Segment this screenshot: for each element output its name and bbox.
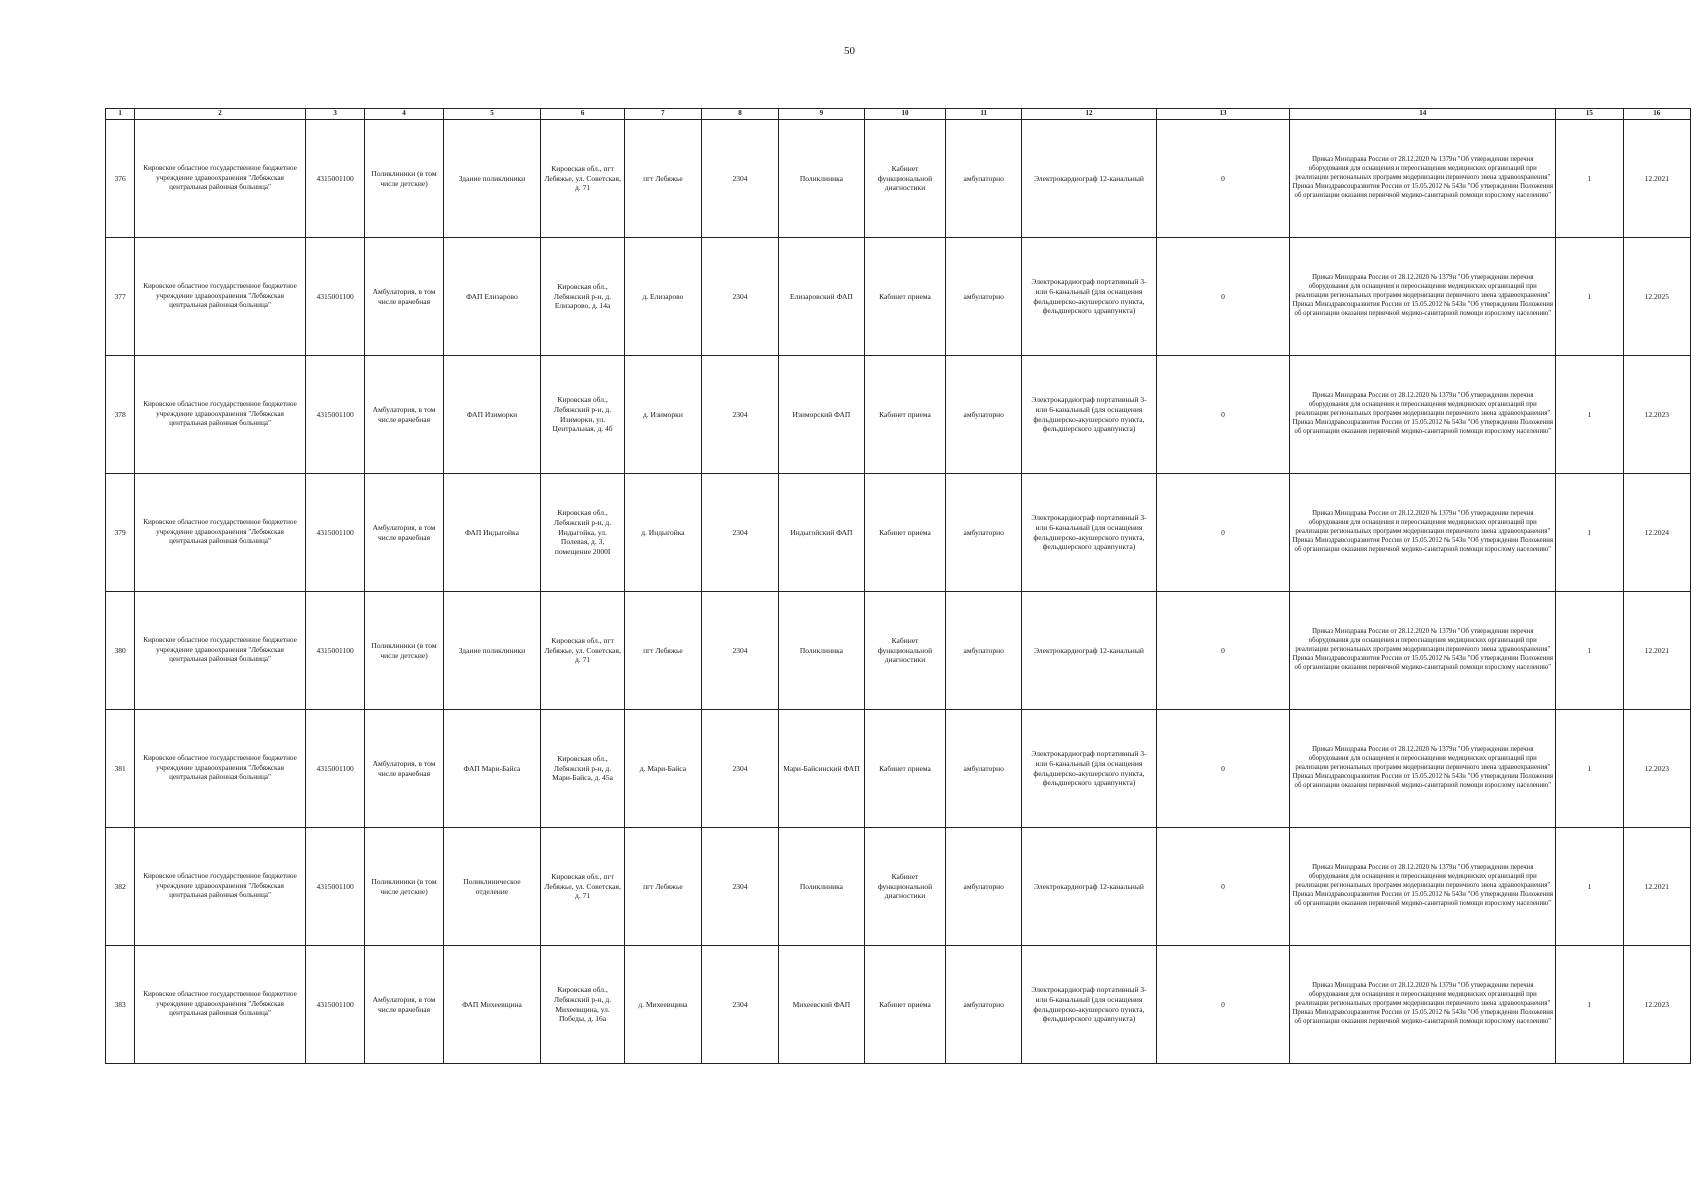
row-number: 376 <box>106 120 135 238</box>
row-number: 379 <box>106 474 135 592</box>
care-form: амбулаторно <box>946 592 1022 710</box>
legal-basis: Приказ Минздрава России от 28.12.2020 № 1379н "Об утверждении перечня оборудования для оснащения и переоснащения медицинских организаций при реализации региональных программ модернизации первичного звена здравоохранения" Приказ Минздравсоцразвития России от 15.05.2012 № 543н "Об утверждении Положения об организации оказания первичной медико-санитарной помощи взрослому населению" <box>1290 710 1556 828</box>
okato-code: 4315001100 <box>305 828 365 946</box>
table-row <box>106 120 1691 238</box>
cabinet-name: Кабинет приема <box>864 356 945 474</box>
table-row <box>106 946 1691 1064</box>
equipment-name: Электрокардиограф портативный 3- или 6-канальный (для оснащения фельдшерско-акушерского пункта, фельдшерского здравпункта) <box>1022 356 1157 474</box>
facility-type: Амбулатория, в том числе врачебная <box>365 356 443 474</box>
due-date: 12.2021 <box>1623 592 1690 710</box>
equipment-name: Электрокардиограф 12-канальный <box>1022 828 1157 946</box>
settlement: д. Индыгойка <box>624 474 701 592</box>
code: 2304 <box>701 592 778 710</box>
okato-code: 4315001100 <box>305 946 365 1064</box>
facility-type: Амбулатория, в том числе врачебная <box>365 238 443 356</box>
column-header: 5 <box>443 109 541 120</box>
address: Кировская обл., Лебяжский р-н, д. Индыгойка, ул. Полевая, д. 3, помещение 2000I <box>541 474 625 592</box>
cabinet-name: Кабинет приема <box>864 710 945 828</box>
code: 2304 <box>701 356 778 474</box>
row-number: 382 <box>106 828 135 946</box>
organization-name: Кировское областное государственное бюджетное учреждение здравоохранения "Лебяжская центральная районная больница" <box>135 120 305 238</box>
column-header: 4 <box>365 109 443 120</box>
table-row <box>106 592 1691 710</box>
column-header: 12 <box>1022 109 1157 120</box>
table-row <box>106 710 1691 828</box>
row-number: 383 <box>106 946 135 1064</box>
building-name: Поликлиническое отделение <box>443 828 541 946</box>
page-number: 50 <box>844 45 855 57</box>
code: 2304 <box>701 120 778 238</box>
column-header: 3 <box>305 109 365 120</box>
building-name: ФАП Михеевщина <box>443 946 541 1064</box>
equipment-table <box>105 108 1691 1064</box>
legal-basis: Приказ Минздрава России от 28.12.2020 № 1379н "Об утверждении перечня оборудования для оснащения и переоснащения медицинских организаций при реализации региональных программ модернизации первичного звена здравоохранения" Приказ Минздравсоцразвития России от 15.05.2012 № 543н "Об утверждении Положения об организации оказания первичной медико-санитарной помощи взрослому населению" <box>1290 946 1556 1064</box>
okato-code: 4315001100 <box>305 474 365 592</box>
current-quantity: 0 <box>1156 474 1290 592</box>
facility-type: Амбулатория, в том числе врачебная <box>365 946 443 1064</box>
header-row <box>106 109 1691 120</box>
column-header: 11 <box>946 109 1022 120</box>
due-date: 12.2021 <box>1623 120 1690 238</box>
okato-code: 4315001100 <box>305 592 365 710</box>
address: Кировская обл., пгт Лебяжье, ул. Советская, д. 71 <box>541 828 625 946</box>
organization-name: Кировское областное государственное бюджетное учреждение здравоохранения "Лебяжская центральная районная больница" <box>135 592 305 710</box>
unit-name: Михеевский ФАП <box>779 946 865 1064</box>
table-row <box>106 474 1691 592</box>
organization-name: Кировское областное государственное бюджетное учреждение здравоохранения "Лебяжская центральная районная больница" <box>135 710 305 828</box>
table-row <box>106 356 1691 474</box>
required-quantity: 1 <box>1556 474 1623 592</box>
required-quantity: 1 <box>1556 828 1623 946</box>
required-quantity: 1 <box>1556 356 1623 474</box>
settlement: пгт Лебяжье <box>624 592 701 710</box>
unit-name: Елизаровский ФАП <box>779 238 865 356</box>
care-form: амбулаторно <box>946 120 1022 238</box>
row-number: 377 <box>106 238 135 356</box>
required-quantity: 1 <box>1556 946 1623 1064</box>
okato-code: 4315001100 <box>305 710 365 828</box>
due-date: 12.2025 <box>1623 238 1690 356</box>
current-quantity: 0 <box>1156 592 1290 710</box>
unit-name: Поликлиника <box>779 592 865 710</box>
equipment-name: Электрокардиограф портативный 3- или 6-канальный (для оснащения фельдшерско-акушерского пункта, фельдшерского здравпункта) <box>1022 946 1157 1064</box>
address: Кировская обл., Лебяжский р-н, д. Мари-Байса, д. 45а <box>541 710 625 828</box>
address: Кировская обл., Лебяжский р-н, д. Елизарово, д. 14а <box>541 238 625 356</box>
okato-code: 4315001100 <box>305 120 365 238</box>
organization-name: Кировское областное государственное бюджетное учреждение здравоохранения "Лебяжская центральная районная больница" <box>135 946 305 1064</box>
organization-name: Кировское областное государственное бюджетное учреждение здравоохранения "Лебяжская центральная районная больница" <box>135 356 305 474</box>
settlement: пгт Лебяжье <box>624 828 701 946</box>
row-number: 380 <box>106 592 135 710</box>
current-quantity: 0 <box>1156 120 1290 238</box>
address: Кировская обл., пгт Лебяжье, ул. Советская, д. 71 <box>541 120 625 238</box>
column-header: 8 <box>701 109 778 120</box>
cabinet-name: Кабинет приема <box>864 946 945 1064</box>
facility-type: Поликлиники (в том числе детские) <box>365 120 443 238</box>
column-header: 13 <box>1156 109 1290 120</box>
organization-name: Кировское областное государственное бюджетное учреждение здравоохранения "Лебяжская центральная районная больница" <box>135 828 305 946</box>
organization-name: Кировское областное государственное бюджетное учреждение здравоохранения "Лебяжская центральная районная больница" <box>135 474 305 592</box>
building-name: ФАП Изиморки <box>443 356 541 474</box>
building-name: ФАП Елизарово <box>443 238 541 356</box>
column-header: 7 <box>624 109 701 120</box>
legal-basis: Приказ Минздрава России от 28.12.2020 № 1379н "Об утверждении перечня оборудования для оснащения и переоснащения медицинских организаций при реализации региональных программ модернизации первичного звена здравоохранения" Приказ Минздравсоцразвития России от 15.05.2012 № 543н "Об утверждении Положения об организации оказания первичной медико-санитарной помощи взрослому населению" <box>1290 120 1556 238</box>
settlement: д. Елизарово <box>624 238 701 356</box>
current-quantity: 0 <box>1156 710 1290 828</box>
unit-name: Мари-Байсинский ФАП <box>779 710 865 828</box>
equipment-name: Электрокардиограф портативный 3- или 6-канальный (для оснащения фельдшерско-акушерского пункта, фельдшерского здравпункта) <box>1022 474 1157 592</box>
due-date: 12.2021 <box>1623 828 1690 946</box>
current-quantity: 0 <box>1156 828 1290 946</box>
due-date: 12.2024 <box>1623 474 1690 592</box>
column-header: 14 <box>1290 109 1556 120</box>
current-quantity: 0 <box>1156 356 1290 474</box>
address: Кировская обл., пгт Лебяжье, ул. Советская, д. 71 <box>541 592 625 710</box>
code: 2304 <box>701 946 778 1064</box>
required-quantity: 1 <box>1556 120 1623 238</box>
legal-basis: Приказ Минздрава России от 28.12.2020 № 1379н "Об утверждении перечня оборудования для оснащения и переоснащения медицинских организаций при реализации региональных программ модернизации первичного звена здравоохранения" Приказ Минздравсоцразвития России от 15.05.2012 № 543н "Об утверждении Положения об организации оказания первичной медико-санитарной помощи взрослому населению" <box>1290 238 1556 356</box>
current-quantity: 0 <box>1156 946 1290 1064</box>
building-name: ФАП Мари-Байса <box>443 710 541 828</box>
code: 2304 <box>701 474 778 592</box>
cabinet-name: Кабинет функциональной диагностики <box>864 120 945 238</box>
building-name: Здание поликлиники <box>443 592 541 710</box>
unit-name: Индыгойский ФАП <box>779 474 865 592</box>
address: Кировская обл., Лебяжский р-н, д. Михеевщина, ул. Победы, д. 16а <box>541 946 625 1064</box>
column-header: 6 <box>541 109 625 120</box>
required-quantity: 1 <box>1556 592 1623 710</box>
cabinet-name: Кабинет функциональной диагностики <box>864 592 945 710</box>
required-quantity: 1 <box>1556 238 1623 356</box>
equipment-name: Электрокардиограф 12-канальный <box>1022 592 1157 710</box>
table-row <box>106 238 1691 356</box>
due-date: 12.2023 <box>1623 946 1690 1064</box>
required-quantity: 1 <box>1556 710 1623 828</box>
care-form: амбулаторно <box>946 946 1022 1064</box>
column-header: 9 <box>779 109 865 120</box>
legal-basis: Приказ Минздрава России от 28.12.2020 № 1379н "Об утверждении перечня оборудования для оснащения и переоснащения медицинских организаций при реализации региональных программ модернизации первичного звена здравоохранения" Приказ Минздравсоцразвития России от 15.05.2012 № 543н "Об утверждении Положения об организации оказания первичной медико-санитарной помощи взрослому населению" <box>1290 828 1556 946</box>
facility-type: Амбулатория, в том числе врачебная <box>365 474 443 592</box>
column-header: 15 <box>1556 109 1623 120</box>
unit-name: Поликлиника <box>779 120 865 238</box>
legal-basis: Приказ Минздрава России от 28.12.2020 № 1379н "Об утверждении перечня оборудования для оснащения и переоснащения медицинских организаций при реализации региональных программ модернизации первичного звена здравоохранения" Приказ Минздравсоцразвития России от 15.05.2012 № 543н "Об утверждении Положения об организации оказания первичной медико-санитарной помощи взрослому населению" <box>1290 592 1556 710</box>
column-header: 16 <box>1623 109 1690 120</box>
column-header: 2 <box>135 109 305 120</box>
cabinet-name: Кабинет функциональной диагностики <box>864 828 945 946</box>
due-date: 12.2023 <box>1623 710 1690 828</box>
equipment-name: Электрокардиограф портативный 3- или 6-канальный (для оснащения фельдшерско-акушерского пункта, фельдшерского здравпункта) <box>1022 710 1157 828</box>
facility-type: Поликлиники (в том числе детские) <box>365 828 443 946</box>
facility-type: Амбулатория, в том числе врачебная <box>365 710 443 828</box>
care-form: амбулаторно <box>946 238 1022 356</box>
building-name: Здание поликлиники <box>443 120 541 238</box>
care-form: амбулаторно <box>946 474 1022 592</box>
code: 2304 <box>701 710 778 828</box>
address: Кировская обл., Лебяжский р-н, д. Изиморки, ул. Центральная, д. 4б <box>541 356 625 474</box>
unit-name: Поликлиника <box>779 828 865 946</box>
building-name: ФАП Индыгойка <box>443 474 541 592</box>
equipment-name: Электрокардиограф 12-канальный <box>1022 120 1157 238</box>
column-header: 10 <box>864 109 945 120</box>
okato-code: 4315001100 <box>305 238 365 356</box>
legal-basis: Приказ Минздрава России от 28.12.2020 № 1379н "Об утверждении перечня оборудования для оснащения и переоснащения медицинских организаций при реализации региональных программ модернизации первичного звена здравоохранения" Приказ Минздравсоцразвития России от 15.05.2012 № 543н "Об утверждении Положения об организации оказания первичной медико-санитарной помощи взрослому населению" <box>1290 474 1556 592</box>
due-date: 12.2023 <box>1623 356 1690 474</box>
current-quantity: 0 <box>1156 238 1290 356</box>
care-form: амбулаторно <box>946 710 1022 828</box>
settlement: д. Михеевщина <box>624 946 701 1064</box>
code: 2304 <box>701 238 778 356</box>
organization-name: Кировское областное государственное бюджетное учреждение здравоохранения "Лебяжская центральная районная больница" <box>135 238 305 356</box>
unit-name: Изиморский ФАП <box>779 356 865 474</box>
row-number: 381 <box>106 710 135 828</box>
code: 2304 <box>701 828 778 946</box>
legal-basis: Приказ Минздрава России от 28.12.2020 № 1379н "Об утверждении перечня оборудования для оснащения и переоснащения медицинских организаций при реализации региональных программ модернизации первичного звена здравоохранения" Приказ Минздравсоцразвития России от 15.05.2012 № 543н "Об утверждении Положения об организации оказания первичной медико-санитарной помощи взрослому населению" <box>1290 356 1556 474</box>
equipment-name: Электрокардиограф портативный 3- или 6-канальный (для оснащения фельдшерско-акушерского пункта, фельдшерского здравпункта) <box>1022 238 1157 356</box>
settlement: пгт Лебяжье <box>624 120 701 238</box>
table-row <box>106 828 1691 946</box>
facility-type: Поликлиники (в том числе детские) <box>365 592 443 710</box>
care-form: амбулаторно <box>946 828 1022 946</box>
column-header: 1 <box>106 109 135 120</box>
row-number: 378 <box>106 356 135 474</box>
okato-code: 4315001100 <box>305 356 365 474</box>
settlement: д. Изиморки <box>624 356 701 474</box>
cabinet-name: Кабинет приема <box>864 238 945 356</box>
care-form: амбулаторно <box>946 356 1022 474</box>
cabinet-name: Кабинет приема <box>864 474 945 592</box>
settlement: д. Мари-Байса <box>624 710 701 828</box>
